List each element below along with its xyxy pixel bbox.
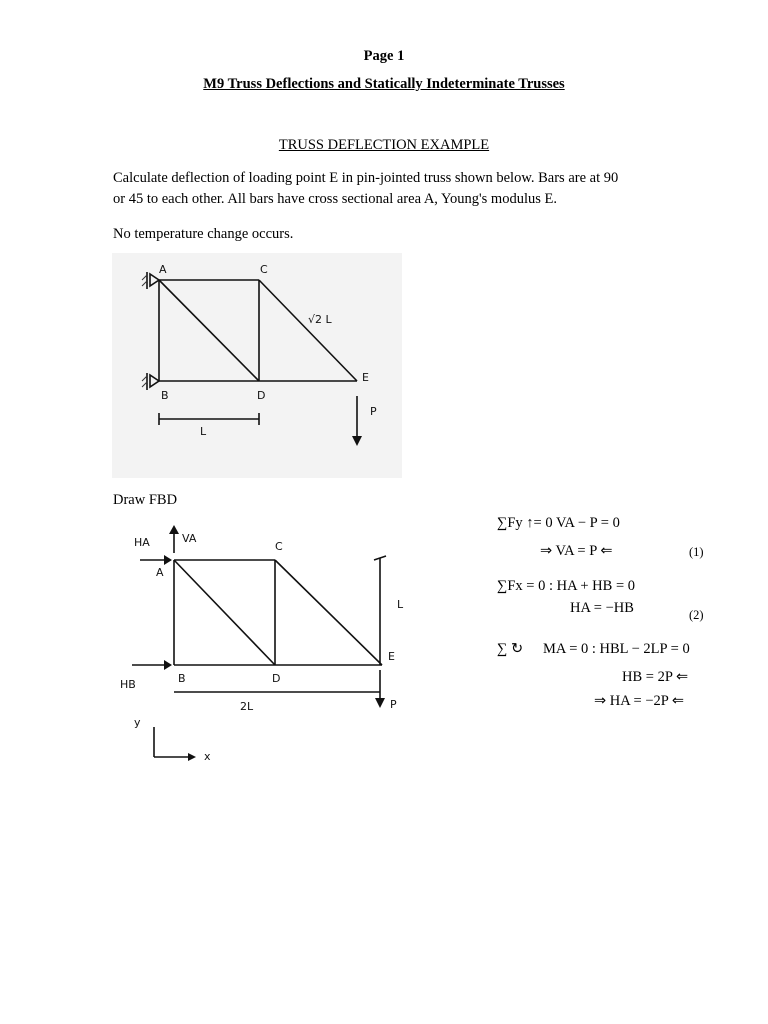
label-D: D — [257, 389, 266, 402]
fbd-label-D: D — [272, 672, 281, 685]
HB-arrow-head — [164, 660, 172, 670]
sketch-background — [112, 253, 402, 478]
section-heading: TRUSS DEFLECTION EXAMPLE — [278, 137, 490, 153]
equation-moment-a: MA = 0 : HBL − 2LP = 0 — [543, 641, 690, 657]
label-L: L — [200, 425, 207, 438]
equation-va-result: ⇒ VA = P ⇐ — [540, 543, 613, 559]
equation-number-2: (2) — [689, 608, 704, 622]
label-B: B — [161, 389, 169, 402]
truss-diagram — [112, 253, 402, 478]
label-E: E — [362, 371, 369, 384]
fbd-label: Draw FBD — [113, 492, 178, 508]
label-x: x — [204, 750, 211, 763]
equation-number-1: (1) — [689, 545, 704, 559]
P-arrow-head — [375, 698, 385, 708]
label-P: P — [370, 405, 377, 418]
document-title: M9 Truss Deflections and Statically Indeterminate Trusses — [203, 76, 565, 92]
fbd-member-CE — [275, 560, 382, 665]
page-number: Page 1 — [363, 48, 405, 64]
fbd-label-C: C — [275, 540, 283, 553]
label-sqrt2L: √2 L — [308, 313, 332, 326]
label-y: y — [134, 716, 141, 729]
equation-fy-sum: ∑Fy ↑= 0 VA − P = 0 — [497, 515, 620, 531]
label-VA: VA — [182, 532, 197, 545]
label-HA: HA — [134, 536, 150, 549]
HA-arrow-head — [164, 555, 172, 565]
moment-symbol: ∑ ↻ — [497, 641, 524, 657]
problem-statement — [113, 168, 713, 210]
moment-arrow-icon: ↻ — [510, 641, 524, 657]
equation-fx-sum: ∑Fx = 0 : HA + HB = 0 — [497, 578, 635, 594]
equation-ha-hb: HA = −HB — [570, 600, 634, 616]
equation-ha-result: ⇒ HA = −2P ⇐ — [594, 693, 685, 709]
fbd-label-L: L — [397, 598, 404, 611]
x-axis-head — [188, 753, 196, 761]
label-HB: HB — [120, 678, 136, 691]
equation-hb-result: HB = 2P ⇐ — [622, 669, 689, 685]
fbd-label-B: B — [178, 672, 186, 685]
fbd-member-AD — [174, 560, 275, 665]
VA-arrow-head — [169, 525, 179, 534]
problem-line-2: or 45 to each other. All bars have cross sectional area A, Young's modulus E. — [113, 191, 557, 207]
fbd-label-A: A — [156, 566, 164, 579]
label-2L: 2L — [240, 700, 254, 713]
label-C: C — [260, 263, 268, 276]
label-A: A — [159, 263, 167, 276]
fbd-label-E: E — [388, 650, 395, 663]
problem-line-1: Calculate deflection of loading point E in pin-jointed truss shown below. Bars are at 90 — [113, 170, 619, 186]
free-body-diagram — [112, 520, 412, 770]
fbd-label-P: P — [390, 698, 397, 711]
temperature-note: No temperature change occurs. — [113, 226, 294, 242]
